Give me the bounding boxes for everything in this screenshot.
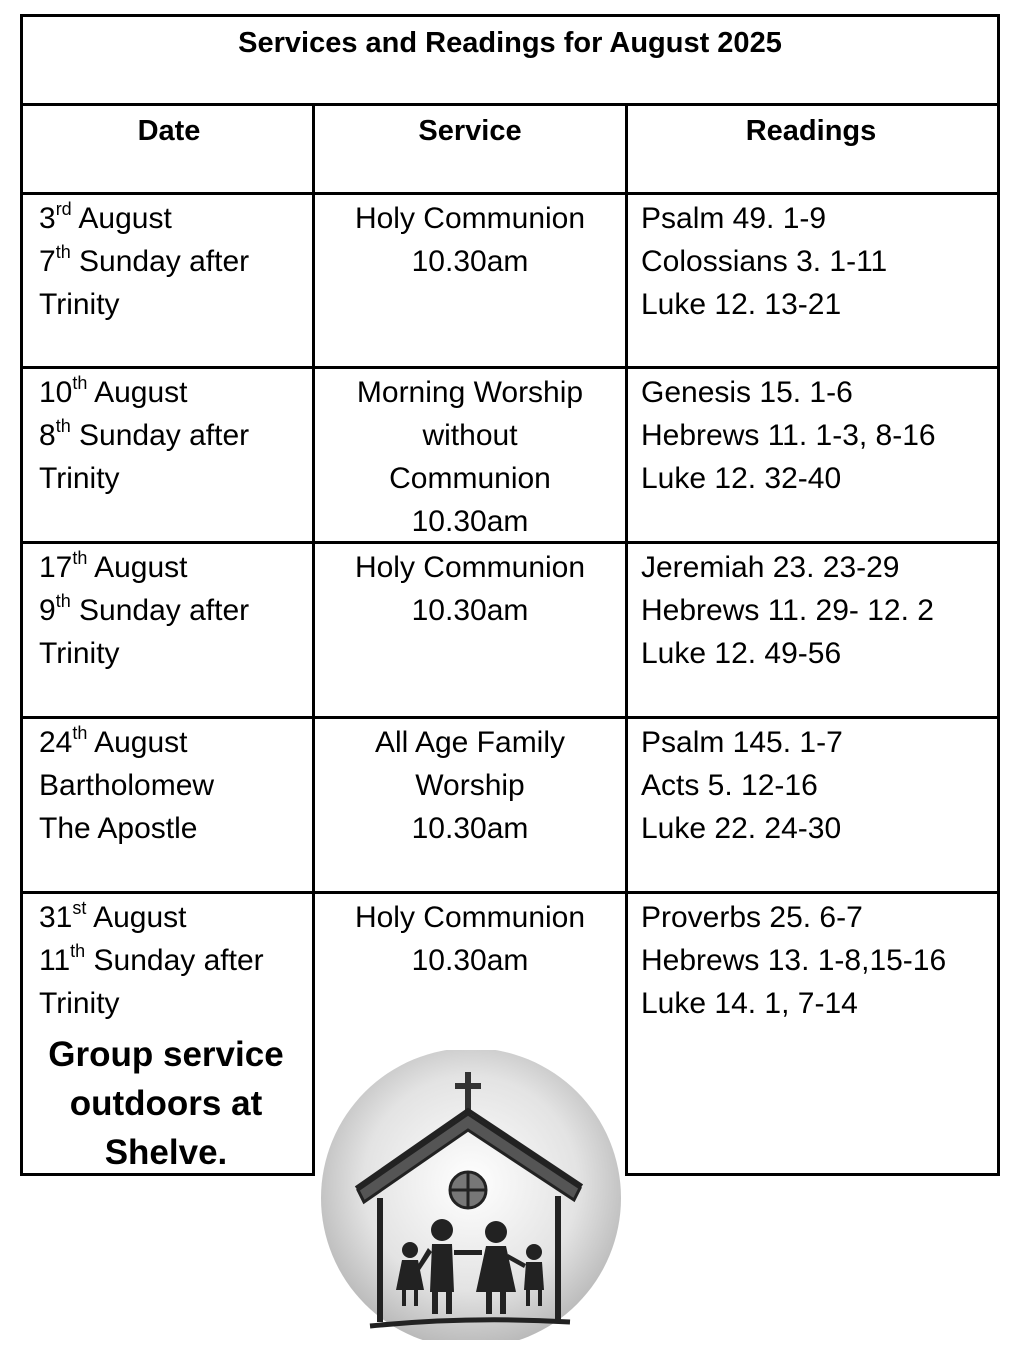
table-row-service: All Age Family Worship 10.30am [312, 716, 628, 894]
table-row-service: Holy Communion 10.30am [312, 541, 628, 719]
table-row-readings: Psalm 145. 1-7 Acts 5. 12-16 Luke 22. 24-30 [625, 716, 1000, 894]
table-row-date: 3rd August 7th Sunday after Trinity [20, 192, 315, 369]
header-service: Service [312, 103, 628, 195]
table-row-readings: Psalm 49. 1-9 Colossians 3. 1-11 Luke 12. 13-21 [625, 192, 1000, 369]
header-date: Date [20, 103, 315, 195]
table-row-date: 24th August Bartholomew The Apostle [20, 716, 315, 894]
table-row-service: Morning Worship without Communion 10.30am [312, 366, 628, 544]
table-row-readings: Jeremiah 23. 23-29 Hebrews 11. 29- 12. 2 Luke 12. 49-56 [625, 541, 1000, 719]
table-row-service: Holy Communion 10.30am [312, 192, 628, 369]
table-row-readings: Genesis 15. 1-6 Hebrews 11. 1-3, 8-16 Luke 12. 32-40 [625, 366, 1000, 544]
table-row-date: 17th August 9th Sunday after Trinity [20, 541, 315, 719]
table-title: Services and Readings for August 2025 [20, 14, 1000, 106]
church-family-icon [318, 1050, 624, 1340]
group-service-note: Group service outdoors at Shelve. [48, 1035, 284, 1172]
table-row-date: 31st August 11th Sunday after Trinity [20, 891, 315, 1176]
table-row-service: Holy Communion 10.30am [312, 891, 628, 1176]
table-row-readings: Proverbs 25. 6-7 Hebrews 13. 1-8,15-16 Luke 14. 1, 7-14 [625, 891, 1000, 1176]
table-row-date: 10th August 8th Sunday after Trinity [20, 366, 315, 544]
header-readings: Readings [625, 103, 1000, 195]
